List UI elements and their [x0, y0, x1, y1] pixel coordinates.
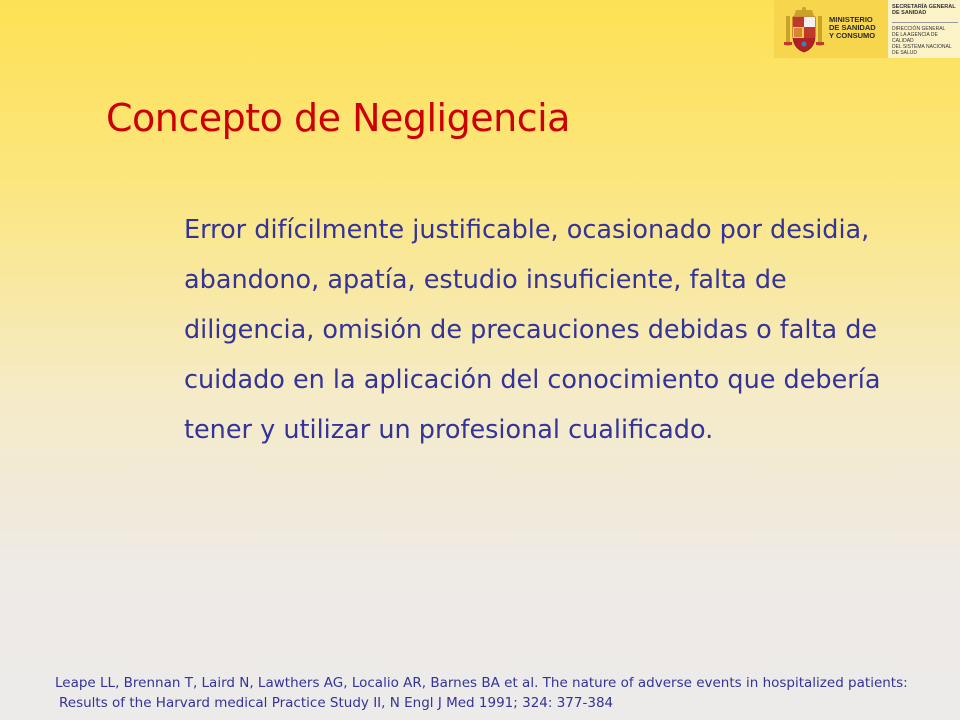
logo-divider — [892, 22, 958, 23]
ministry-name: MINISTERIO DE SANIDAD Y CONSUMO — [829, 15, 876, 40]
citation — [55, 673, 955, 713]
slide-title: Concepto de Negligencia — [106, 96, 570, 140]
citation-line-2: Results of the Harvard medical Practice Study II, N Engl J Med 1991; 324: 377-384 — [59, 695, 614, 711]
ministry-logo — [774, 0, 960, 58]
direccion-label: DIRECCIÓN GENERAL DE LA AGENCIA DE CALIDAD DEL SISTEMA NACIONAL DE SALUD — [892, 26, 952, 56]
definition-text: Error difícilmente justificable, ocasionado por desidia, abandono, apatía, estudio insuficiente, falta de diligencia, omisión de precauciones debidas o falta de cuidado en la aplicación del conocimiento que debería tener y utilizar un profesional cualificado. — [184, 215, 881, 445]
coat-of-arms-icon — [784, 6, 824, 54]
citation-line-1: Leape LL, Brennan T, Laird N, Lawthers AG, Localio AR, Barnes BA et al. The nature of adverse events in hospitalized patients: — [55, 675, 908, 691]
secretaria-label: SECRETARÍA GENERAL DE SANIDAD — [892, 4, 956, 16]
logo-secondary — [892, 0, 960, 58]
ministry-logo-main — [774, 0, 888, 58]
